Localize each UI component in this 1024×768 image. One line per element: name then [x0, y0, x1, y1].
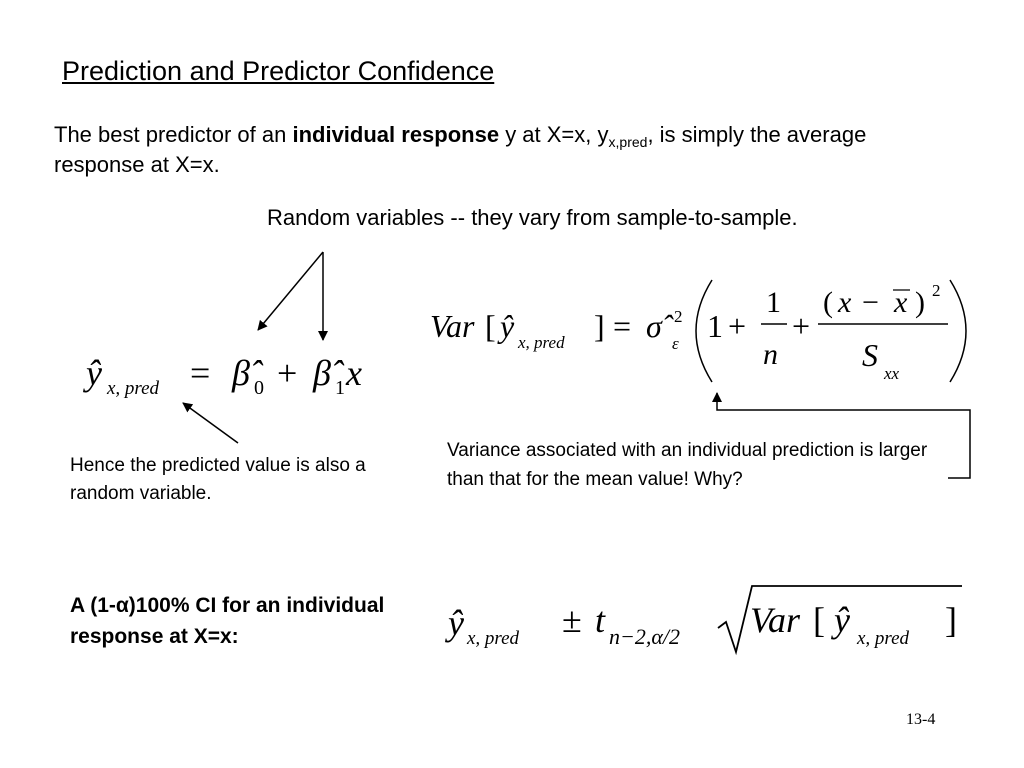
pred-plus: + — [277, 353, 298, 393]
ci-sub: x, pred — [467, 628, 520, 649]
slide-number: 13-4 — [906, 711, 936, 728]
var-plus2: + — [792, 308, 811, 344]
ci-equation — [445, 586, 962, 652]
var-sigma-sup: 2 — [674, 307, 683, 326]
var-lbrack: [ — [485, 308, 496, 344]
ci-yhat2: ŷ — [834, 600, 850, 640]
var-equals: = — [613, 308, 632, 344]
arrow-to-yhat — [183, 403, 238, 443]
pred-sub: x, pred — [107, 378, 160, 399]
intro-subscript: x,pred — [608, 134, 648, 150]
pred-sub0: 0 — [254, 377, 264, 399]
ci-yhat: ŷ — [448, 603, 464, 643]
ci-t-sub: n−2,α/2 — [609, 624, 681, 649]
var-frac1-num: 1 — [766, 286, 781, 319]
var-frac2-sup: 2 — [932, 281, 941, 300]
arrow-to-beta0 — [258, 252, 323, 330]
variance-note: Variance associated with an individual prediction is larger than that for the mean value! Why? — [447, 440, 928, 490]
ci-var-label: Var — [750, 600, 801, 640]
intro-text-end: , is simply the average response at X=x. — [54, 122, 867, 177]
var-frac2-den: S — [862, 337, 878, 373]
variance-equation — [430, 280, 966, 383]
random-variables-note: Random variables -- they vary from sample-to-sample. — [267, 205, 798, 230]
var-sub: x, pred — [518, 333, 565, 352]
var-frac2-open: ( — [823, 286, 833, 319]
var-frac1-den: n — [763, 338, 778, 371]
var-rbrack: ] — [594, 308, 605, 344]
var-frac2-close: ) — [915, 286, 925, 319]
intro-text-middle: y at X=x, y — [499, 122, 609, 147]
var-one: 1 — [707, 308, 723, 344]
intro-bold-term: individual response — [292, 122, 500, 147]
intro-text-start: The best predictor of an — [54, 122, 293, 147]
ci-rbrack: ] — [945, 600, 957, 640]
pred-sub1: 1 — [335, 377, 345, 399]
ci-pm: ± — [562, 600, 582, 640]
ci-label: A (1-α)100% CI for an individual response at X=x: — [70, 594, 385, 648]
var-frac2-xbar: x — [894, 286, 908, 319]
var-right-paren — [950, 280, 966, 382]
pred-x: x — [346, 353, 362, 393]
ci-t: t — [595, 600, 606, 640]
var-sigma-sub: ε — [672, 334, 679, 353]
ci-lbrack: [ — [813, 600, 825, 640]
var-frac2-minus: − — [862, 286, 879, 319]
predicted-value-note: Hence the predicted value is also a random variable. — [70, 455, 366, 504]
ci-sub2: x, pred — [857, 628, 910, 649]
var-frac2-x: x — [838, 286, 852, 319]
prediction-equation — [83, 353, 362, 399]
pred-beta0: β̂ — [232, 353, 250, 393]
var-plus1: + — [728, 308, 747, 344]
var-yhat: ŷ — [500, 308, 515, 344]
slide-title: Prediction and Predictor Confidence — [62, 56, 495, 86]
pred-yhat: ŷ — [86, 353, 102, 393]
var-frac2-den-sub: xx — [884, 364, 900, 383]
pred-beta1: β̂ — [313, 353, 331, 393]
pred-equals: = — [190, 353, 211, 393]
var-sigma: σ̂ — [646, 308, 662, 344]
var-label: Var — [430, 308, 475, 344]
